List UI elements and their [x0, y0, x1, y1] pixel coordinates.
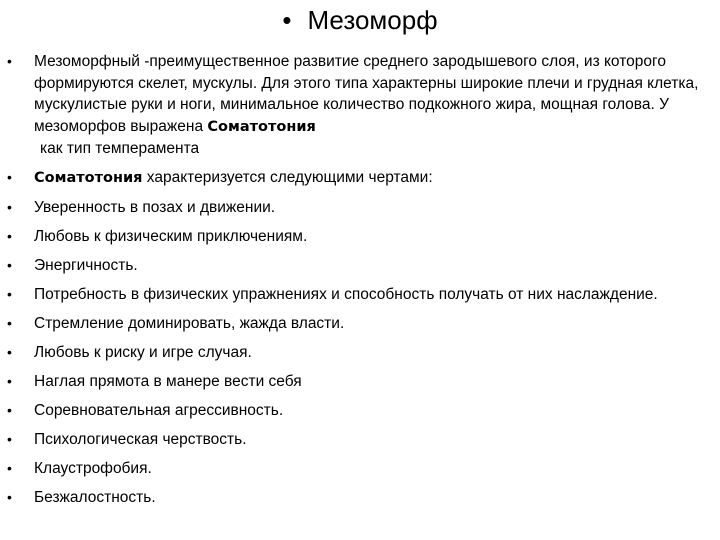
list-item-text: Потребность в физических упражнениях и способность получать от них наслаждение. [34, 286, 658, 303]
list-item [0, 400, 720, 422]
bullet-marker: • [7, 402, 12, 418]
bullet-marker: • [7, 257, 12, 273]
bullet-marker: • [7, 169, 12, 185]
list-item [0, 487, 720, 509]
list-item [0, 255, 720, 277]
list-item [0, 429, 720, 451]
list-item-text: Психологическая черствость. [34, 431, 247, 448]
list-item-text: Любовь к риску и игре случая. [34, 344, 252, 361]
bullet-marker: • [7, 228, 12, 244]
list-item-text: Клаустрофобия. [34, 460, 152, 477]
bullet-marker: • [7, 489, 12, 505]
bullet-marker: • [7, 460, 12, 476]
bullet-marker: • [7, 315, 12, 331]
bullet-marker: • [7, 373, 12, 389]
list-item [0, 226, 720, 248]
bullet-marker: • [7, 286, 12, 302]
definition-text: Мезоморфный -преимущественное развитие среднего зародышевого слоя, из которого формируются скелет, мускулы. Для этого типа характерны широкие плечи и грудная клетка, мускулистые руки и ноги, минимальное количество подкожного жира, мощная голова. У мезоморфов выражена [34, 53, 699, 135]
list-item-text: Любовь к физическим приключениям. [34, 228, 308, 245]
list-item-somatotonia-intro [0, 167, 720, 190]
title-bullet: • [282, 5, 292, 35]
list-item [0, 197, 720, 219]
list-item-text: Энергичность. [34, 257, 138, 274]
somatotonia-intro-text: характеризуется следующими чертами: [142, 169, 433, 186]
list-item-text: Уверенность в позах и движении. [34, 199, 276, 216]
bullet-marker: • [7, 344, 12, 360]
list-item [0, 284, 720, 306]
somatotonia-term: Соматотония [34, 170, 143, 186]
list-item [0, 313, 720, 335]
slide-title [0, 2, 720, 38]
list-item-text: Стремление доминировать, жажда власти. [34, 315, 345, 332]
list-item-text: Соревновательная агрессивность. [34, 402, 284, 419]
list-item-definition [0, 51, 720, 160]
bullet-marker: • [7, 431, 12, 447]
list-item-text: Наглая прямота в манере вести себя [34, 373, 302, 390]
bullet-marker: • [7, 53, 12, 69]
somatotonia-term: Соматотония [207, 118, 316, 135]
list-item-text: Безжалостность. [34, 489, 156, 506]
title-text: Мезоморф [307, 5, 438, 35]
list-item [0, 342, 720, 364]
bullet-marker: • [7, 199, 12, 215]
temperament-note: как тип темперамента [40, 140, 200, 157]
list-item [0, 458, 720, 480]
bullet-list [0, 51, 720, 516]
list-item [0, 371, 720, 393]
